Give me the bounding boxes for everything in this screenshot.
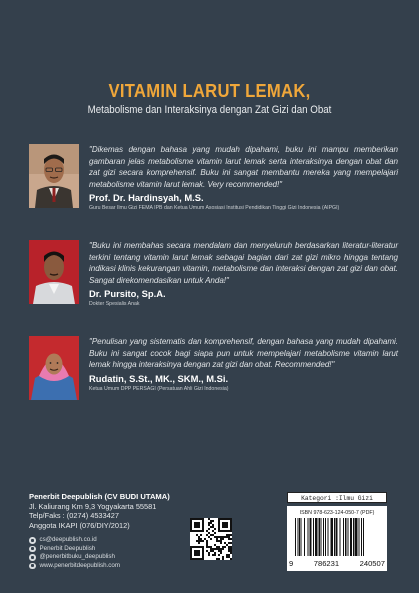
barcode-digits-right: 240507: [359, 559, 385, 568]
email-icon: [29, 537, 36, 544]
contact-text: @penerbitbuku_deepublish: [39, 553, 115, 561]
publisher-phone: Telp/Faks : (0274) 4533427: [29, 511, 119, 521]
contact-text: www.penerbitdeepublish.com: [39, 561, 120, 569]
publisher-ikapi: Anggota IKAPI (076/DIY/2012): [29, 520, 130, 530]
category-label: Kategori :Ilmu Gizi: [287, 492, 387, 503]
barcode: [287, 506, 387, 571]
barcode-digits: [289, 559, 385, 568]
author-photo-3: [29, 336, 79, 400]
testimonial-author: Rudatin, S.St., MK., SKM., M.Si.: [89, 372, 229, 384]
book-title: VITAMIN LARUT LEMAK,: [108, 80, 311, 101]
author-photo-2: [29, 240, 79, 304]
testimonial-quote: "Buku ini membahas secara mendalam dan menyeluruh berdasarkan literatur-literatur terkini tentang vitamin larut lemak sebagai bagian dari zat gizi mikro hingga tentang indikasi klinis kekurangan vitamin, metabolisme dan interaksi dengan zat gizi dan obat. Sangat direkomendasikan untuk Anda!": [89, 241, 398, 285]
isbn-number: ISBN 978-623-124-050-7 (PDF): [299, 510, 375, 516]
testimonial-quote: "Dikemas dengan bahasa yang mudah dipahami, buku ini mampu memberikan gambaran jelas metabolisme vitamin larut lemak serta interaksinya dengan obat dan zat gizi secara komprehensif. Buku ini sangat membantu mereka yang mempelajari metabolisme vitamin larut lemak. Very recommended!": [89, 145, 398, 189]
globe-icon: [29, 563, 36, 570]
publisher-name: Penerbit Deepublish (CV BUDI UTAMA): [29, 492, 170, 501]
contact-text: cs@deepublish.co.id: [39, 536, 97, 544]
facebook-icon: [29, 546, 36, 553]
barcode-digit-first: 9: [289, 559, 294, 568]
testimonial-2: [29, 240, 399, 330]
contact-text: Penerbit Deepublish: [39, 544, 96, 552]
testimonial-affiliation: Ketua Umum DPP PERSAGI (Persatuan Ahli Gizi Indonesia): [89, 385, 229, 392]
contact-website: [29, 562, 229, 571]
qr-code: [190, 518, 232, 560]
publisher-address: Jl. Kaliurang Km 9,3 Yogyakarta 55581: [29, 502, 157, 511]
author-photo-1: [29, 144, 79, 208]
barcode-bars: [295, 518, 381, 556]
testimonial-affiliation: Guru Besar Ilmu Gizi FEMA IPB dan Ketua Umum Asosiasi Institusi Pendidikan Tinggi Gizi Indonesia (AIPGI): [89, 205, 340, 212]
instagram-icon: [29, 554, 36, 561]
barcode-digits-left: 786231: [313, 559, 340, 568]
testimonial-author: Prof. Dr. Hardinsyah, M.S.: [89, 192, 204, 204]
testimonial-1: [29, 144, 399, 234]
testimonial-affiliation: Dokter Spesialis Anak: [89, 301, 140, 308]
testimonial-quote: "Penulisan yang sistematis dan komprehensif, dengan bahasa yang mudah dipahami. Buku ini sangat cocok bagi siapa pun untuk mempelajari metabolisme vitamin larut lemak hingga interaksinya dengan zat gizi dan obat. Recommended!": [89, 337, 398, 370]
testimonial-3: [29, 336, 399, 426]
isbn-block: [287, 492, 387, 571]
testimonial-author: Dr. Pursito, Sp.A.: [89, 288, 166, 300]
book-subtitle: Metabolisme dan Interaksinya dengan Zat Gizi dan Obat: [87, 104, 332, 116]
